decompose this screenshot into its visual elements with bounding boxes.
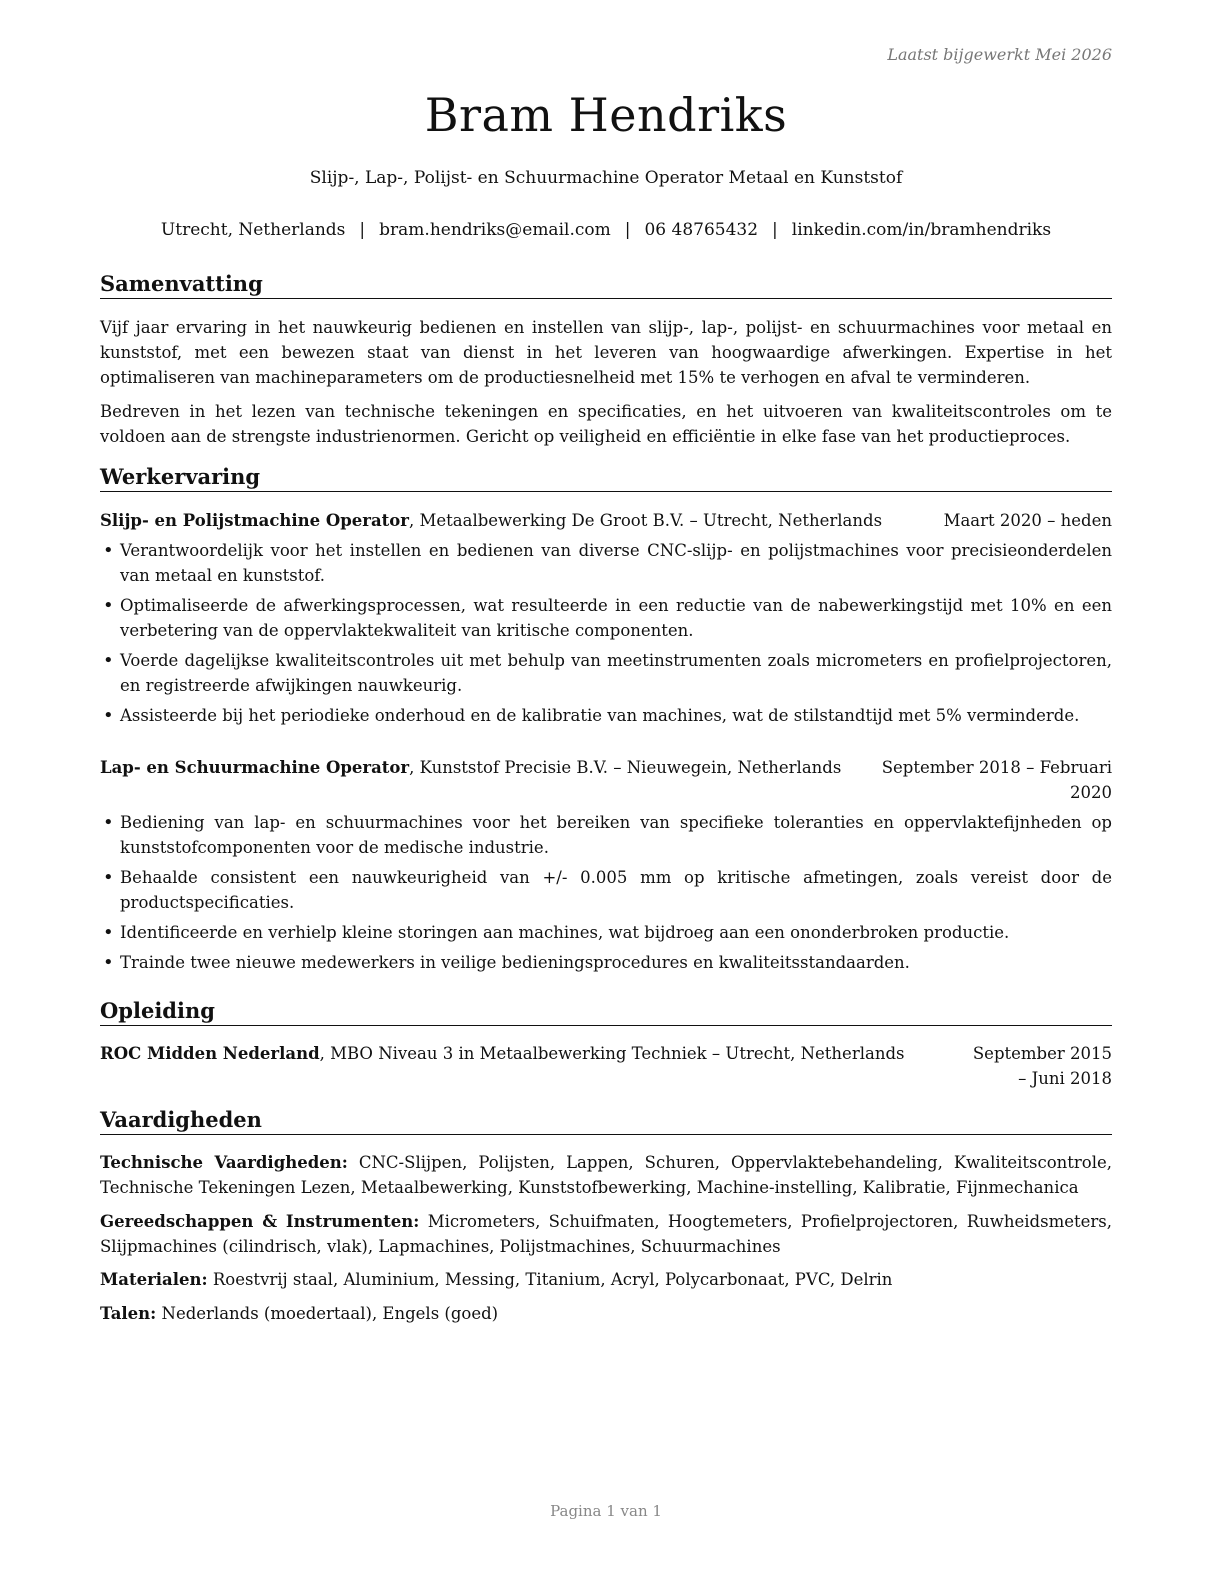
education-school: ROC Midden Nederland	[100, 1044, 320, 1063]
skills-heading: Vaardigheden	[100, 1107, 1112, 1135]
job-role: Slijp- en Polijstmachine Operator	[100, 511, 409, 530]
skill-value: Micrometers, Schuifmaten, Hoogtemeters, Profielprojectoren, Ruwheidsmeters, Slijpmachines (cilindrisch, vlak), Lapmachines, Polijstmachines, Schuurmachines	[100, 1212, 1112, 1256]
job-bullet: • Verantwoordelijk voor het instellen en bedienen van diverse CNC-slijp- en polijstmachines voor precisieonderdelen van metaal en kunststof.	[100, 538, 1112, 588]
last-updated: Laatst bijgewerkt Mei 2026	[887, 45, 1112, 64]
page-number: Pagina 1 van 1	[550, 1502, 662, 1520]
contact-linkedin[interactable]: linkedin.com/in/bramhendriks	[791, 220, 1052, 240]
job-company: , Kunststof Precisie B.V. – Nieuwegein, Netherlands	[409, 758, 842, 777]
job-header	[100, 755, 1112, 805]
job-bullet: • Trainde twee nieuwe medewerkers in veilige bedieningsprocedures en kwaliteitsstandaarden.	[100, 950, 1112, 975]
job-bullet: • Identificeerde en verhielp kleine storingen aan machines, wat bijdroeg aan een ononderbroken productie.	[100, 920, 1112, 945]
skill-label: Materialen:	[100, 1270, 208, 1289]
skill-row	[100, 1301, 1112, 1326]
skill-value: Nederlands (moedertaal), Engels (goed)	[161, 1304, 499, 1323]
job-dates: Maart 2020 – heden	[943, 511, 1112, 530]
skill-row	[100, 1209, 1112, 1259]
summary-paragraph: Vijf jaar ervaring in het nauwkeurig bedienen en instellen van slijp-, lap-, polijst- en schuurmachines voor metaal en kunststof, met een bewezen staat van dienst in het leveren van hoogwaardige afwerkingen. Expertise in het optimaliseren van machineparameters om de productiesnelheid met 15% te verhogen en afval te verminderen.	[100, 318, 1112, 387]
job-bullet: • Optimaliseerde de afwerkingsprocessen, wat resulteerde in een reductie van de nabewerkingstijd met 10% en een verbetering van de oppervlaktekwaliteit van kritische componenten.	[100, 593, 1112, 643]
job-bullet: • Voerde dagelijkse kwaliteitscontroles uit met behulp van meetinstrumenten zoals micrometers en profielprojectoren, en registreerde afwijkingen nauwkeurig.	[100, 648, 1112, 698]
skill-label: Technische Vaardigheden:	[100, 1153, 348, 1172]
skill-label: Talen:	[100, 1304, 157, 1323]
experience-heading: Werkervaring	[100, 464, 1112, 492]
contact-separator: |	[624, 220, 631, 240]
job-header	[100, 508, 1112, 533]
contact-location: Utrecht, Netherlands	[160, 220, 346, 240]
skill-value: Roestvrij staal, Aluminium, Messing, Titanium, Acryl, Polycarbonaat, PVC, Delrin	[212, 1270, 893, 1289]
candidate-name: Bram Hendriks	[424, 88, 788, 142]
contact-phone: 06 48765432	[644, 220, 759, 240]
job-dates: September 2018 – Februari 2020	[881, 758, 1112, 802]
job-bullet: • Behaalde consistent een nauwkeurigheid van +/- 0.005 mm op kritische afmetingen, zoals vereist door de productspecificaties.	[100, 865, 1112, 915]
summary-heading: Samenvatting	[100, 271, 1112, 299]
job-company: , Metaalbewerking De Groot B.V. – Utrecht, Netherlands	[409, 511, 883, 530]
skill-value: CNC-Slijpen, Polijsten, Lappen, Schuren, Oppervlaktebehandeling, Kwaliteitscontrole, Technische Tekeningen Lezen, Metaalbewerking, Kunststofbewerking, Machine-instelling, Kalibratie, Fijnmechanica	[100, 1153, 1113, 1197]
education-entry	[100, 1041, 1112, 1091]
contact-email[interactable]: bram.hendriks@email.com	[379, 220, 611, 240]
resume-page	[100, 0, 1112, 1584]
contact-line	[100, 220, 1112, 240]
job-subtitle: Slijp-, Lap-, Polijst- en Schuurmachine Operator Metaal en Kunststof	[309, 168, 903, 188]
contact-separator: |	[359, 220, 366, 240]
job-bullets	[100, 538, 1112, 733]
job-bullets	[100, 810, 1112, 980]
job-role: Lap- en Schuurmachine Operator	[100, 758, 410, 777]
education-heading: Opleiding	[100, 998, 1112, 1026]
contact-separator: |	[772, 220, 778, 240]
summary-paragraph: Bedreven in het lezen van technische tekeningen en specificaties, en het uitvoeren van kwaliteitscontroles om te voldoen aan de strengste industrienormen. Gericht op veiligheid en efficiëntie in elke fase van het productieproces.	[100, 402, 1112, 446]
skill-row	[100, 1150, 1112, 1200]
education-dates: September 2015 – Juni 2018	[972, 1044, 1112, 1088]
skill-label: Gereedschappen & Instrumenten:	[100, 1212, 420, 1231]
education-detail: , MBO Niveau 3 in Metaalbewerking Techniek – Utrecht, Netherlands	[319, 1044, 905, 1063]
job-bullet: • Assisteerde bij het periodieke onderhoud en de kalibratie van machines, wat de stilstandtijd met 5% verminderde.	[100, 703, 1112, 728]
job-bullet: • Bediening van lap- en schuurmachines voor het bereiken van specifieke toleranties en oppervlaktefijnheden op kunststofcomponenten voor de medische industrie.	[100, 810, 1112, 860]
skill-row	[100, 1267, 1112, 1292]
